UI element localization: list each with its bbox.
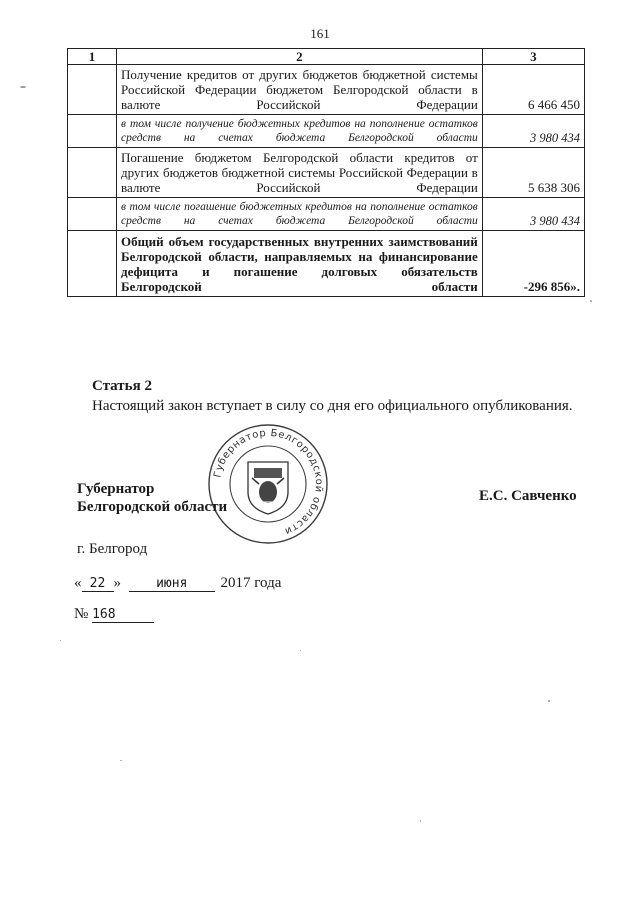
table-row [68,65,585,115]
place-of-signing: г. Белгород [77,541,148,557]
table-row [68,231,585,297]
number-value: 168 [92,607,154,623]
table-cell-description: в том числе получение бюджетных кредитов на пополнение остатков средств на счетах бюджета Белгородской области [117,115,483,148]
number-label: № [74,606,89,622]
table-cell-description: Получение кредитов от других бюджетов бюджетной системы Российской Федерации бюджетом Белгородской области в валюте Российской Федерации [117,65,483,115]
article-text: Настоящий закон вступает в силу со дня его официального опубликования. [92,398,573,414]
table-cell-index [68,148,117,198]
table-cell-amount: 6 466 450 [482,65,584,115]
law-number [74,606,154,623]
table-cell-description: в том числе погашение бюджетных кредитов на пополнение остатков средств на счетах бюджета Белгородской области [117,198,483,231]
signatory-name: Е.С. Савченко [479,488,577,504]
table-header-cell: 3 [482,49,584,65]
table-header-cell: 2 [117,49,483,65]
signing-date [74,575,281,592]
table-cell-amount: -296 856». [482,231,584,297]
table-cell-description: Общий объем государственных внутренних заимствований Белгородской области, направляемых на финансирование дефицита и погашение долговых обязательств Белгородской области [117,231,483,297]
table-cell-index [68,65,117,115]
signatory-title [77,480,227,516]
signatory-title-line: Губернатор [77,481,155,497]
date-close-quote: » [113,575,121,591]
table-cell-amount: 3 980 434 [482,115,584,148]
table-cell-index [68,115,117,148]
table-header-row [68,49,585,65]
date-month: июня [129,576,215,592]
table-cell-amount: 3 980 434 [482,198,584,231]
table-cell-description: Погашение бюджетом Белгородской области кредитов от других бюджетов бюджетной системы Российской Федерации в валюте Российской Федерации [117,148,483,198]
coat-of-arms-icon [248,462,288,514]
page-number: 161 [310,26,330,41]
table-row [68,115,585,148]
borrowing-table [67,48,585,297]
table-row [68,148,585,198]
date-year: 2017 года [220,575,282,591]
table-header-cell: 1 [68,49,117,65]
table-cell-amount: 5 638 306 [482,148,584,198]
seal-text: Губернатор Белгородской области [212,427,325,537]
table-row [68,198,585,231]
signatory-title-line: Белгородской области [77,499,228,515]
table-cell-index [68,198,117,231]
article-title: Статья 2 [92,378,152,394]
table-cell-index [68,231,117,297]
date-open-quote: « [74,575,82,591]
date-day: 22 [82,576,114,592]
